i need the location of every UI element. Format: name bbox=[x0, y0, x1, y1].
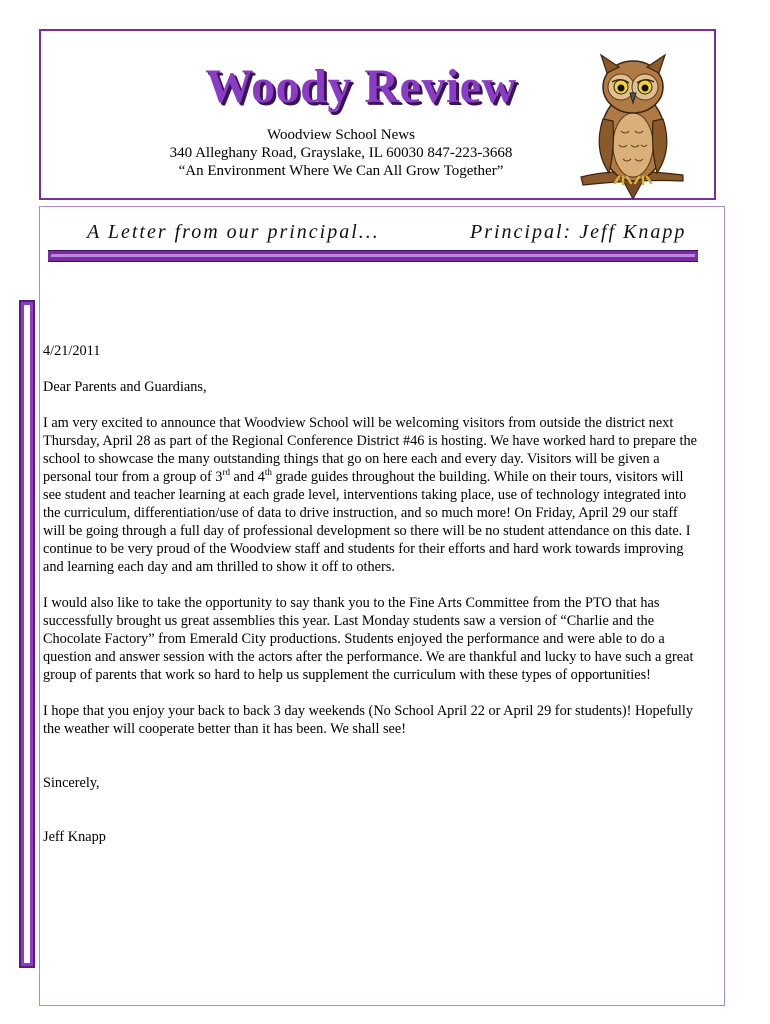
letter-paragraph-1 bbox=[43, 414, 703, 576]
ordinal-suffix-rd: rd bbox=[222, 467, 230, 478]
paragraph-1-part-a: I am very excited to announce that Woodview School will be welcoming visitors from outside the district next Thursday, April 28 as part of the Regional Conference District #46 is hosting. We have worked hard to prepare the school to showcase the many outstanding things that go on here each and every day. Visitors will be given a personal tour from a group of 3 bbox=[43, 415, 697, 485]
owl-icon bbox=[579, 49, 687, 199]
paragraph-1-part-c: grade guides throughout the building. While on their tours, visitors will see student and teacher learning at each grade level, interventions taking place, use of technology integrated into the curriculum, differentiation/use of data to drive instruction, and so much more! On Friday, April 29 our staff will be going through a full day of professional development so there will be no student attendance on this date. I continue to be very proud of the Woodview staff and students for their efforts and hard work towards improving and learning each day and am thrilled to show it off to others. bbox=[43, 469, 691, 575]
newsletter-title: Woody Review bbox=[205, 60, 517, 113]
letter-body bbox=[43, 342, 703, 846]
newsletter-subtitle: Woodview School News bbox=[267, 127, 415, 143]
ordinal-suffix-th: th bbox=[264, 467, 272, 478]
sidebar-bar bbox=[19, 300, 35, 968]
principal-name: Principal: Jeff Knapp bbox=[470, 221, 687, 243]
paragraph-1-part-b: and 4 bbox=[229, 469, 265, 485]
letter-paragraph-3: I hope that you enjoy your back to back 3 day weekends (No School April 22 or April 29 for students)! Hopefully the weather will cooperate better than it has been. We shall see! bbox=[43, 703, 693, 737]
school-motto: “An Environment Where We Can All Grow Together” bbox=[178, 163, 504, 179]
masthead-box bbox=[39, 29, 716, 200]
section-divider bbox=[48, 250, 698, 262]
letter-salutation: Dear Parents and Guardians, bbox=[43, 379, 207, 395]
letter-signature: Jeff Knapp bbox=[43, 829, 106, 845]
school-address: 340 Alleghany Road, Grayslake, IL 60030 847-223-3668 bbox=[169, 145, 513, 161]
section-heading: A Letter from our principal... bbox=[87, 221, 380, 243]
letter-paragraph-2: I would also like to take the opportunity to say thank you to the Fine Arts Committee from the PTO that has successfully brought us great assemblies this year. Last Monday students saw a version of “Charlie and the Chocolate Factory” from Emerald City productions. Students enjoyed the performance and were able to do a question and answer session with the actors after the performance. We are thankful and lucky to have such a great group of parents that work so hard to help us supplement the curriculum with these types of opportunities! bbox=[43, 595, 694, 683]
letter-closing: Sincerely, bbox=[43, 775, 100, 791]
letter-date: 4/21/2011 bbox=[43, 343, 101, 359]
